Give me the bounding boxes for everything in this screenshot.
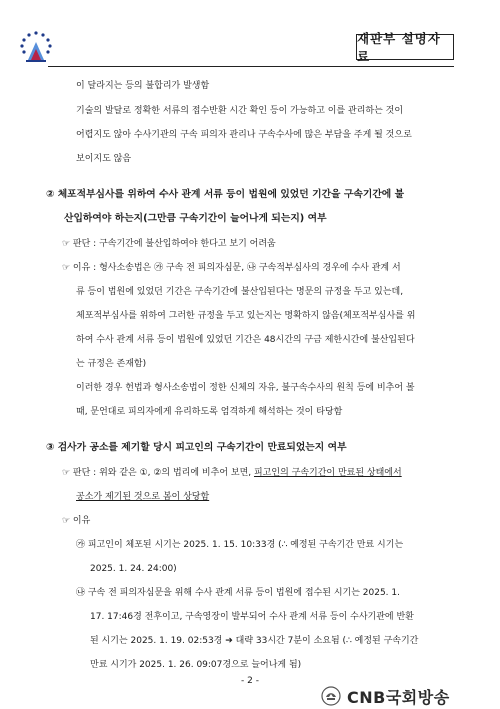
sec3-item-b-line-3-suffix: 대략 33시간 7분이 소요됨 (∴ 예정된 구속기간 — [232, 636, 419, 646]
sec1-line-4: 보이지도 않음 — [76, 154, 132, 164]
court-logo — [12, 22, 60, 70]
broadcaster-name: CNB국회방송 — [347, 687, 450, 707]
sec3-reason-label: ☞ 이유 — [62, 516, 91, 526]
sec3-item-b-line-1: ㉯ 구속 전 피의자심문을 위해 수사 관계 서류 등이 법원에 접수된 시기는 2025. 1. — [76, 588, 400, 598]
sec3-item-a-line-1: ㉮ 피고인이 체포된 시기는 2025. 1. 15. 10:33경 (∴ 예정된 구속기간 만료 시기는 — [76, 540, 404, 550]
broadcaster-logo-icon — [321, 686, 341, 706]
sec3-item-b-line-4: 만료 시기가 2025. 1. 26. 09:07경으로 늘어나게 됨) — [90, 660, 302, 670]
sec1-line-1: 이 달라지는 등의 불합리가 발생함 — [76, 81, 210, 91]
sec2-reason-line-7: 때, 문언대로 피의자에게 유리하도록 엄격하게 해석하는 것이 타당함 — [76, 407, 343, 417]
sec2-heading-line-1: ② 체포적부심사를 위하여 수사 관계 서류 등이 법원에 있었던 기간을 구속기간에 불 — [46, 189, 405, 200]
sec2-judgment: ☞ 판단 : 구속기간에 불산입하여야 한다고 보기 어려움 — [62, 239, 276, 249]
document-type-badge: 재판부 설명자료 — [356, 34, 454, 60]
sec1-line-2: 기술의 발달로 정확한 서류의 접수반환 시간 확인 등이 가능하고 이를 관리하는 것이 — [76, 106, 404, 116]
sec3-item-b-line-2: 17. 17:46경 전후이고, 구속영장이 발부되어 수사 관계 서류 등이 수사기관에 반환 — [90, 612, 414, 622]
broadcaster-watermark — [321, 684, 450, 708]
sec2-reason-line-6: 이러한 경우 헌법과 형사소송법이 정한 신체의 자유, 불구속수사의 원칙 등에 비추어 볼 — [76, 383, 415, 393]
sec2-reason-line-3: 체포적부심사를 위하여 그러한 규정을 두고 있는지는 명확하지 않음(체포적부심사를 위 — [76, 311, 416, 321]
sec3-judgment-line-1 — [62, 466, 402, 480]
sec3-judgment-emphasis-2: 공소가 제기된 것으로 봄이 상당함 — [76, 492, 210, 502]
header-divider — [48, 66, 454, 67]
right-arrow-icon: ➔ — [225, 636, 233, 646]
sec2-reason-line-1: ☞ 이유 : 형사소송법은 ㉮ 구속 전 피의자심문, ㉯ 구속적부심사의 경우에 수사 관계 서 — [62, 263, 401, 273]
sec1-line-3: 어렵지도 않아 수사기관의 구속 피의자 관리나 구속수사에 많은 부담을 주게 될 것으로 — [76, 130, 412, 140]
sec3-judgment-emphasis-1: 피고인의 구속기간이 만료된 상태에서 — [253, 468, 402, 478]
page-number: - 2 - — [241, 676, 259, 686]
sec2-heading-line-2: 산입하여야 하는지(그만큼 구속기간이 늘어나게 되는지) 여부 — [64, 213, 327, 224]
sec3-item-a-line-2: 2025. 1. 24. 24:00) — [90, 564, 177, 574]
sec3-item-b-line-3 — [90, 634, 418, 648]
sec2-reason-line-4: 하여 수사 관계 서류 등이 법원에 있었던 기간은 48시간의 구금 제한시간에 불산입된다 — [76, 335, 415, 345]
sec2-reason-line-2: 류 등이 법원에 있었던 기간은 구속기간에 불산입된다는 명문의 규정을 두고 있는데, — [76, 287, 404, 297]
sec3-judgment-prefix: ☞ 판단 : 위와 같은 ①, ②의 법리에 비추어 보면, — [62, 468, 254, 478]
sec2-reason-line-5: 는 규정은 존재함) — [76, 359, 147, 369]
sec3-heading: ③ 검사가 공소를 제기할 당시 피고인의 구속기간이 만료되었는지 여부 — [46, 442, 347, 453]
sec3-item-b-line-3-prefix: 된 시기는 2025. 1. 19. 02:53경 — [90, 636, 226, 646]
